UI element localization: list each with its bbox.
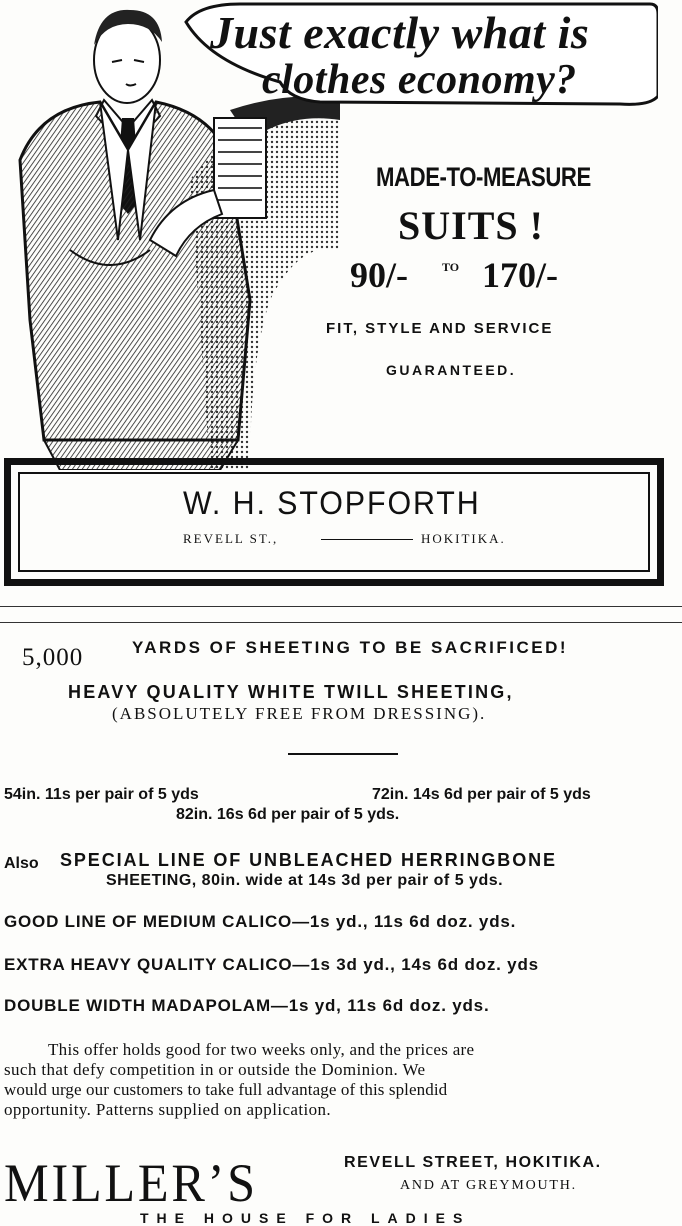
- price-54in: 54in. 11s per pair of 5 yds: [4, 786, 199, 803]
- store-branch: AND AT GREYMOUTH.: [400, 1178, 577, 1193]
- merchant-town: HOKITIKA.: [421, 531, 506, 546]
- store-address: REVELL STREET, HOKITIKA.: [344, 1154, 602, 1171]
- price-72in: 72in. 14s 6d per pair of 5 yds: [372, 786, 591, 803]
- advert-divider-top: [0, 606, 682, 607]
- medium-calico-line: GOOD LINE OF MEDIUM CALICO—1s yd., 11s 6d doz. yds.: [4, 912, 517, 931]
- stopforth-advert: [0, 0, 682, 610]
- tagline-fit-style: FIT, STYLE AND SERVICE: [326, 320, 554, 337]
- also-prefix: Also: [4, 855, 39, 872]
- section-rule: [288, 753, 398, 755]
- body-text-line-2: such that defy competition in or outside the Dominion. We: [4, 1060, 426, 1079]
- advert-divider-bottom: [0, 622, 682, 623]
- herringbone-line-2: SHEETING, 80in. wide at 14s 3d per pair of 5 yds.: [106, 872, 504, 889]
- tagline-guaranteed: GUARANTEED.: [386, 362, 517, 378]
- headline-banner: [180, 2, 660, 110]
- subhead-twill-sheeting: HEAVY QUALITY WHITE TWILL SHEETING,: [68, 682, 514, 702]
- headline-line-2: clothes economy?: [262, 57, 577, 103]
- merchant-street: REVELL ST.,: [183, 531, 279, 546]
- price-to: 170/-: [482, 255, 558, 295]
- herringbone-line-1: SPECIAL LINE OF UNBLEACHED HERRINGBONE: [60, 850, 557, 870]
- headline-text: YARDS OF SHEETING TO BE SACRIFICED!: [132, 638, 569, 657]
- suits-heading: SUITS !: [398, 203, 544, 248]
- price-to-word: TO: [442, 260, 460, 274]
- merchant-name: W. H. STOPFORTH: [183, 485, 481, 521]
- merchant-box: [4, 458, 664, 586]
- price-82in: 82in. 16s 6d per pair of 5 yds.: [176, 806, 400, 823]
- madapolam-line: DOUBLE WIDTH MADAPOLAM—1s yd, 11s 6d doz. yds.: [4, 996, 490, 1015]
- store-name-millers: MILLER’S: [4, 1153, 258, 1213]
- store-slogan: THE HOUSE FOR LADIES: [140, 1210, 471, 1226]
- body-text-line-3: would urge our customers to take full advantage of this splendid: [4, 1080, 448, 1099]
- address-dash: [321, 539, 413, 540]
- subhead-note: (ABSOLUTELY FREE FROM DRESSING).: [112, 704, 487, 723]
- price-from: 90/-: [350, 255, 408, 295]
- body-text-line-1: This offer holds good for two weeks only, and the prices are: [48, 1040, 475, 1059]
- heavy-calico-line: EXTRA HEAVY QUALITY CALICO—1s 3d yd., 14s 6d doz. yds: [4, 955, 539, 974]
- price-range: [350, 254, 558, 296]
- headline-number: 5,000: [22, 644, 84, 671]
- made-to-measure-heading: MADE-TO-MEASURE: [376, 162, 591, 192]
- headline-line-1: Just exactly what is: [210, 7, 590, 58]
- body-text-line-4: opportunity. Patterns supplied on application.: [4, 1100, 332, 1119]
